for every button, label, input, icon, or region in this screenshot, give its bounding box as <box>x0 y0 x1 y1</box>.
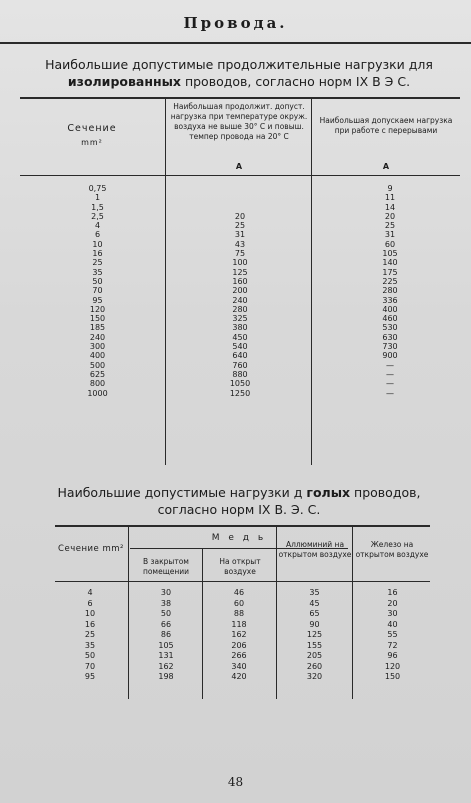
table2-row <box>55 651 430 662</box>
table1-cell: 75 <box>234 249 246 259</box>
table1-header-rule <box>20 175 460 176</box>
table1-cell: — <box>386 379 394 389</box>
table1-cell: 200 <box>232 286 248 296</box>
table1-col3-header: Наибольшая допускаем нагрузка при работе с перерывами <box>319 116 453 135</box>
table2-cell: 30 <box>387 609 398 618</box>
table1-cell: 630 <box>382 332 398 342</box>
table2-cell: 16 <box>84 619 96 629</box>
table1-top-rule <box>20 97 460 99</box>
table1-cell: 125 <box>232 267 248 277</box>
table2-cell: 420 <box>231 672 247 681</box>
table2-cell: 155 <box>306 640 323 650</box>
table2-cell: 86 <box>160 630 172 639</box>
table1-row <box>20 286 460 295</box>
table2-row <box>55 609 430 620</box>
table2-cell: 118 <box>231 619 247 629</box>
table2-body <box>55 588 430 683</box>
table1-cell: 43 <box>234 239 246 249</box>
table2-cell: 46 <box>233 588 245 597</box>
table1-col3-unit: A <box>382 162 390 171</box>
table2-col4-header: Аллюминий на открытом воздухе <box>278 540 352 559</box>
table2-row <box>55 672 430 683</box>
table1-row <box>20 258 460 267</box>
table1-cell: — <box>386 360 394 370</box>
table1-cell: 280 <box>232 304 248 314</box>
table2-title-bold: голых <box>306 485 351 500</box>
table1-cell: 35 <box>92 267 103 277</box>
table2-cell: 198 <box>158 672 174 681</box>
table2-top-rule <box>55 525 430 527</box>
table2-row <box>55 599 430 610</box>
table1-cell: 640 <box>232 351 248 361</box>
table2-group-header: М е д ь <box>211 533 267 543</box>
table1-cell: 20 <box>234 211 246 221</box>
table1-cell: 760 <box>232 360 248 370</box>
table1-cell: 100 <box>232 258 248 268</box>
table2-cell: 150 <box>384 672 401 681</box>
table1-cell: 1250 <box>229 388 251 398</box>
table2-cell: 40 <box>387 619 398 629</box>
table2-cell: 162 <box>231 630 247 639</box>
table1-cell: 6 <box>94 230 101 240</box>
table1-body <box>20 184 460 398</box>
header-rule <box>0 42 471 44</box>
table2-cell: 72 <box>387 640 398 650</box>
table1-cell: 140 <box>382 258 398 268</box>
table1-cell: 400 <box>382 304 398 314</box>
table2-cell: 30 <box>160 588 172 597</box>
table1-row <box>20 240 460 249</box>
table2-cell: 60 <box>233 598 245 608</box>
table2-cell: 65 <box>309 609 320 618</box>
table1-row <box>20 249 460 258</box>
table1-cell: 175 <box>382 267 398 277</box>
table1-row <box>20 342 460 351</box>
table1-cell: 225 <box>382 276 398 286</box>
table1-cell: 70 <box>92 286 103 296</box>
table2-cell: 120 <box>384 661 401 671</box>
table2-cell: 125 <box>306 630 323 639</box>
table2-sub1-header: В закрытом помещении <box>142 557 190 576</box>
table2-cell: 35 <box>84 640 96 650</box>
table2-title <box>14 484 464 518</box>
table1-cell: 280 <box>382 286 398 296</box>
table1-cell: 9 <box>387 184 393 193</box>
table1-row <box>20 370 460 379</box>
table1-cell: 60 <box>384 239 396 249</box>
table2-row <box>55 588 430 599</box>
table1-cell: — <box>386 388 394 398</box>
table1-cell: 540 <box>232 342 248 352</box>
table2-title-pre: Наибольшие допустимые нагрузки д <box>57 485 303 500</box>
table1-col2-unit: A <box>235 162 243 171</box>
table2-title-line2: согласно норм IX В. Э. С. <box>157 502 321 517</box>
table1-cell: 880 <box>232 369 248 379</box>
table1-cell: 625 <box>89 369 106 379</box>
table1-row <box>20 221 460 230</box>
table2-cell: 38 <box>160 598 172 608</box>
table1-row <box>20 333 460 342</box>
table2-cell: 50 <box>160 609 172 618</box>
table2-cell: 266 <box>231 651 247 660</box>
table1-row <box>20 379 460 388</box>
table2-header-rule <box>55 581 430 582</box>
table2-cell: 131 <box>158 651 174 660</box>
table1-cell: 500 <box>89 360 106 370</box>
table1-cell: 0,75 <box>88 184 107 193</box>
table1-cell: 460 <box>382 314 398 324</box>
table1-cell: 11 <box>384 193 396 203</box>
table1-cell: 1,5 <box>91 202 104 212</box>
table1-row <box>20 323 460 332</box>
table1-cell: 1 <box>94 193 101 203</box>
table2-cell: 162 <box>158 661 174 671</box>
table2-cell: 10 <box>84 609 96 618</box>
table2-row <box>55 641 430 652</box>
table1-title-line2 <box>14 73 464 90</box>
page-header-title: Провода. <box>183 14 288 32</box>
table2-cell: 96 <box>387 651 398 660</box>
table2-cell: 260 <box>306 661 323 671</box>
table2-cell: 16 <box>387 588 398 597</box>
table1-row <box>20 277 460 286</box>
table2-cell: 105 <box>158 640 174 650</box>
table1-row <box>20 314 460 323</box>
table2-col5-header: Железо на открытом воздухе <box>355 540 429 559</box>
table1-row <box>20 184 460 193</box>
table2-cell: 45 <box>309 598 320 608</box>
table2-cell: 95 <box>84 672 96 681</box>
table1-cell: 450 <box>232 332 248 342</box>
table2-cell: 4 <box>87 588 93 597</box>
table1-cell: 31 <box>384 230 396 240</box>
table2-title-post: проводов, <box>354 485 421 500</box>
table2-cell: 55 <box>387 630 398 639</box>
table1-row <box>20 193 460 202</box>
table1-title-bold: изолированных <box>67 74 181 89</box>
page-number: 48 <box>227 775 244 789</box>
table1-row <box>20 268 460 277</box>
table2-col1-header: Сечение mm² <box>58 544 124 554</box>
table2-cell: 88 <box>233 609 245 618</box>
table1-col2-header: Наибольшая продолжит. допуст. нагрузка при температуре окруж. воздуха не выше 30° С и повыш. темпер провода на 20° С <box>170 102 308 141</box>
table1-cell: 380 <box>232 323 248 333</box>
table2-cell: 20 <box>387 598 398 608</box>
table1-title-rest: проводов, согласно норм IX В Э С. <box>184 74 411 89</box>
table1-row <box>20 351 460 360</box>
table1-cell: 530 <box>382 323 398 333</box>
table1-cell: 240 <box>89 332 106 342</box>
table1-cell: 105 <box>382 249 398 259</box>
table2-cell: 6 <box>87 598 93 608</box>
table1-col1-unit: mm² <box>81 138 103 147</box>
table1-cell: 120 <box>89 304 106 314</box>
table1-cell: 160 <box>232 276 248 286</box>
table1-row <box>20 361 460 370</box>
table1-title <box>14 56 464 90</box>
table1-row <box>20 305 460 314</box>
table1-cell: 150 <box>89 314 106 324</box>
table2-row <box>55 662 430 673</box>
table1-row <box>20 230 460 239</box>
table1-col1-label: Сечение <box>67 123 117 134</box>
table1-cell: 25 <box>92 258 103 268</box>
table1-cell: 900 <box>382 351 398 361</box>
table1-cell: 1050 <box>229 379 251 389</box>
table2-cell: 50 <box>84 651 96 660</box>
table1-title-line1: Наибольшие допустимые продолжительные нагрузки для <box>45 57 433 72</box>
table2-title-line1 <box>14 484 464 501</box>
table1-cell: 1000 <box>87 388 108 398</box>
table2-cell: 70 <box>84 661 96 671</box>
table1-row <box>20 389 460 398</box>
table1-cell: 25 <box>384 221 396 231</box>
table1-cell: 730 <box>382 342 398 352</box>
table2-cell: 320 <box>306 672 323 681</box>
table1-cell: 325 <box>232 314 248 324</box>
table1-cell: 336 <box>382 295 398 305</box>
table2-cell: 35 <box>309 588 320 597</box>
table2-row <box>55 630 430 641</box>
table1-cell: 16 <box>92 249 103 259</box>
table2-cell: 205 <box>306 651 323 660</box>
table1-cell: 240 <box>232 295 248 305</box>
table2-row <box>55 620 430 631</box>
table2-cell: 340 <box>231 661 247 671</box>
table1-col1-header <box>22 122 162 150</box>
table1-cell: 14 <box>384 202 396 212</box>
table1-cell: 4 <box>94 221 101 231</box>
table1-cell: — <box>386 369 394 379</box>
table2-cell: 206 <box>231 640 247 650</box>
table1-cell: 10 <box>92 239 103 249</box>
table2-cell: 25 <box>84 630 96 639</box>
table1-row <box>20 296 460 305</box>
table1-cell: 20 <box>384 211 396 221</box>
table1-cell: 185 <box>89 323 106 333</box>
table1-row <box>20 212 460 221</box>
table1-cell: 95 <box>92 295 103 305</box>
table1-cell: 800 <box>89 379 106 389</box>
table1-row <box>20 203 460 212</box>
table1-cell: 2,5 <box>91 211 104 221</box>
table2-sub2-header: На открыт воздухе <box>219 557 261 576</box>
table1-cell: 31 <box>234 230 246 240</box>
table1-cell: 25 <box>234 221 246 231</box>
table1-cell: 50 <box>92 276 103 286</box>
table1-cell: 400 <box>89 351 106 361</box>
table2-cell: 90 <box>309 619 320 629</box>
table2-cell: 66 <box>160 619 172 629</box>
table1-cell: 300 <box>89 342 106 352</box>
